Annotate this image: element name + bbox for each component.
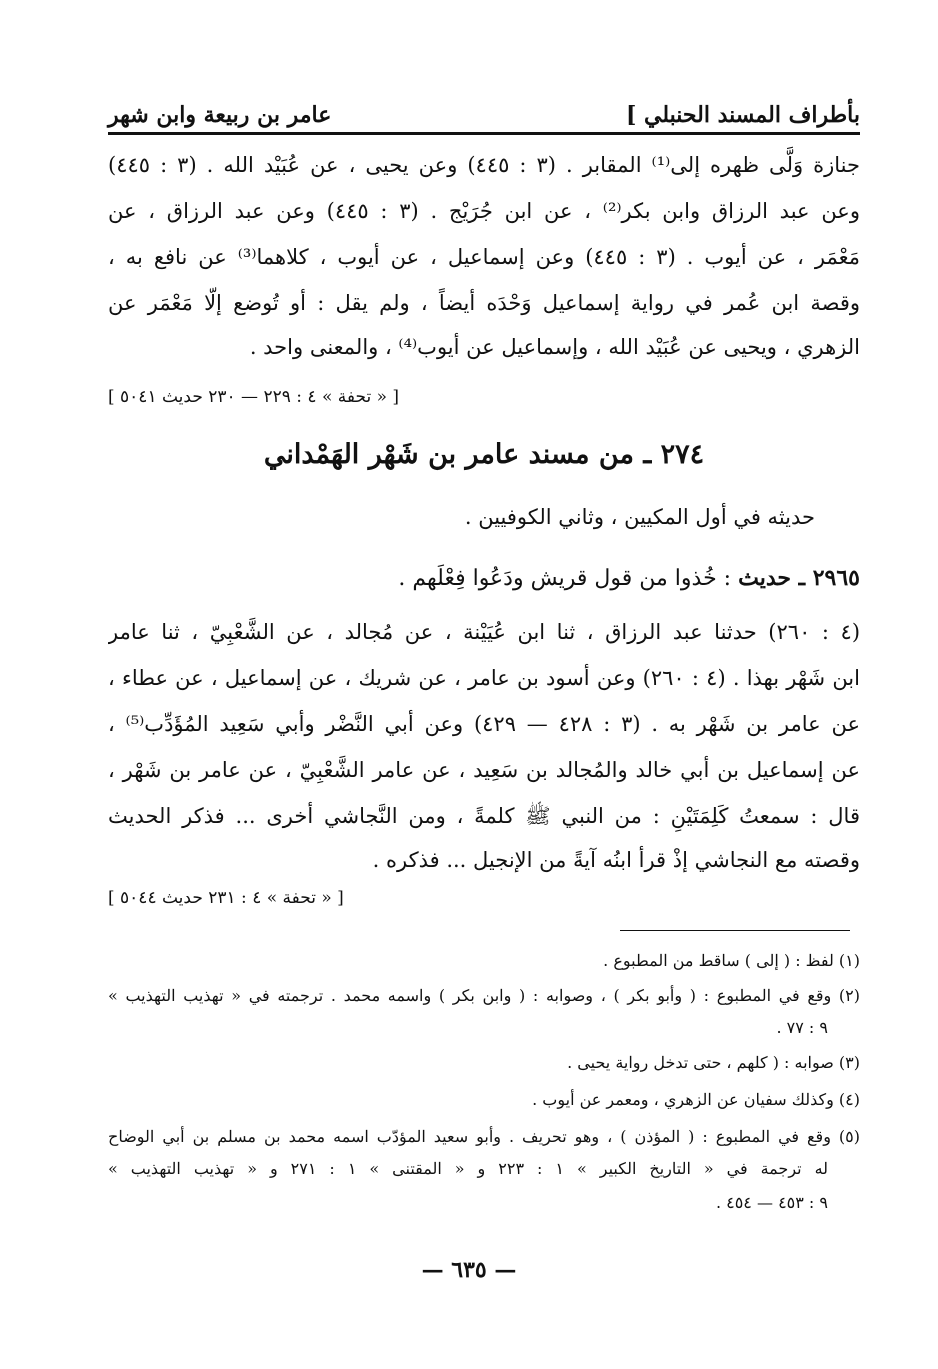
text-line: الزهري ، ويحيى عن عُبَيْد الله ، وإسماعيل عن أيوب⁽⁴⁾ ، والمعنى واحد . (249, 335, 860, 359)
footnote: (٤) وكذلك سفيان عن الزهري ، ومعمر عن أيوب . (532, 1090, 860, 1109)
running-header (108, 88, 860, 128)
text-line: (٤ : ٢٦٠) حدثنا عبد الرزاق ، ثنا ابن عُيَيْنة ، عن مُجالد ، عن الشَّعْبِيّ ، ثنا عامر (108, 620, 860, 644)
text-line: عن عامر بن شَهْر به . (٣ : ٤٢٨ — ٤٢٩) وعن أبي النَّضْر وأبي سَعِيد المُؤَدِّب⁽⁵⁾ ، (108, 712, 860, 736)
footnote: (٥) وقع في المطبوع : ( المؤذن ) ، وهو تحريف . وأبو سعيد المؤدّب اسمه محمد بن مسلم بن أبي الوضاح (108, 1127, 860, 1146)
hadith-text: : خُذوا من قول قريش ودَعُوا فِعْلَهم . (398, 566, 732, 591)
header-section-title: عامر بن ربيعة وابن شهر (108, 102, 332, 128)
footnote-continuation: له ترجمة في « التاريخ الكبير » ١ : ٢٢٣ و « المقتنى » ١ : ٢٧١ و « تهذيب التهذيب » (108, 1159, 829, 1178)
footnote-separator (620, 930, 850, 931)
text-line: ابن شَهْر بهذا . (٤ : ٢٦٠) وعن أسود بن عامر ، عن شريك ، عن إسماعيل ، عن عطاء ، (108, 666, 860, 690)
header-book-title: بأطراف المسند الحنبلي ] (625, 102, 860, 128)
footnote-continuation: ٩ : ٤٥٣ — ٤٥٤ . (715, 1193, 828, 1212)
text-line: مَعْمَر ، عن أيوب . (٣ : ٤٤٥) وعن إسماعيل ، عن أيوب ، كلاهما⁽³⁾ عن نافع به ، (108, 245, 860, 269)
hadith-number: ٢٩٦٥ ـ حديث (738, 565, 860, 591)
text-line: وعن عبد الرزاق وابن بكر⁽²⁾ ، عن ابن جُرَيْج . (٣ : ٤٤٥) وعن عبد الرزاق ، عن (108, 199, 860, 223)
footnote: (٣) صوابه : ( كلهم ، حتى تدخل رواية يحيى . (567, 1053, 860, 1072)
text-line: وقصة ابن عُمر في رواية إسماعيل وَحْدَه أيضاً ، ولم يقل : أو تُوضع إلّا مَعْمَر عن (108, 291, 860, 315)
footnote-continuation: ٩ : ٧٧ . (776, 1018, 828, 1037)
reference-tuhfa: [ « تحفة » ٤ : ٢٣١ حديث ٥٠٤٤ ] (108, 888, 344, 908)
page-number: — ٦٣٥ — (421, 1257, 517, 1283)
hadith-heading (108, 556, 860, 600)
footnote: (٢) وقع في المطبوع : ( وأبو بكر ) ، وصوابه : ( وابن بكر ) واسمه محمد . ترجمته في « تهذيب التهذيب » (108, 986, 860, 1005)
footnote: (١) لفظ : ( إلى ) ساقط من المطبوع . (603, 951, 860, 970)
text-line: قال : سمعتُ كَلِمَتَيْنِ : من النبي ﷺ كلمةً ، ومن النَّجاشي أخرى ... فذكر الحديث (108, 804, 860, 828)
header-rule (108, 132, 860, 135)
text-line: جنازة وَلَّى ظهره إلى⁽¹⁾ المقابر . (٣ : ٤٤٥) وعن يحيى ، عن عُبَيْد الله . (٣ : ٤٤٥) (108, 153, 860, 177)
intro-line: حديثه في أول المكيين ، وثاني الكوفيين . (464, 505, 815, 529)
text-line: عن إسماعيل بن أبي خالد والمُجالد بن سَعِيد ، عن عامر الشَّعْبِيّ ، عن عامر بن شَهْر ، (108, 758, 860, 782)
text-line: وقصته مع النجاشي إذْ قرأ ابنُه آيةً من الإنجيل ... فذكره . (372, 848, 860, 872)
reference-tuhfa: [ « تحفة » ٤ : ٢٢٩ — ٢٣٠ حديث ٥٠٤١ ] (108, 387, 400, 407)
section-title: ٢٧٤ ـ من مسند عامر بن شَهْر الهَمْداني (263, 439, 705, 470)
